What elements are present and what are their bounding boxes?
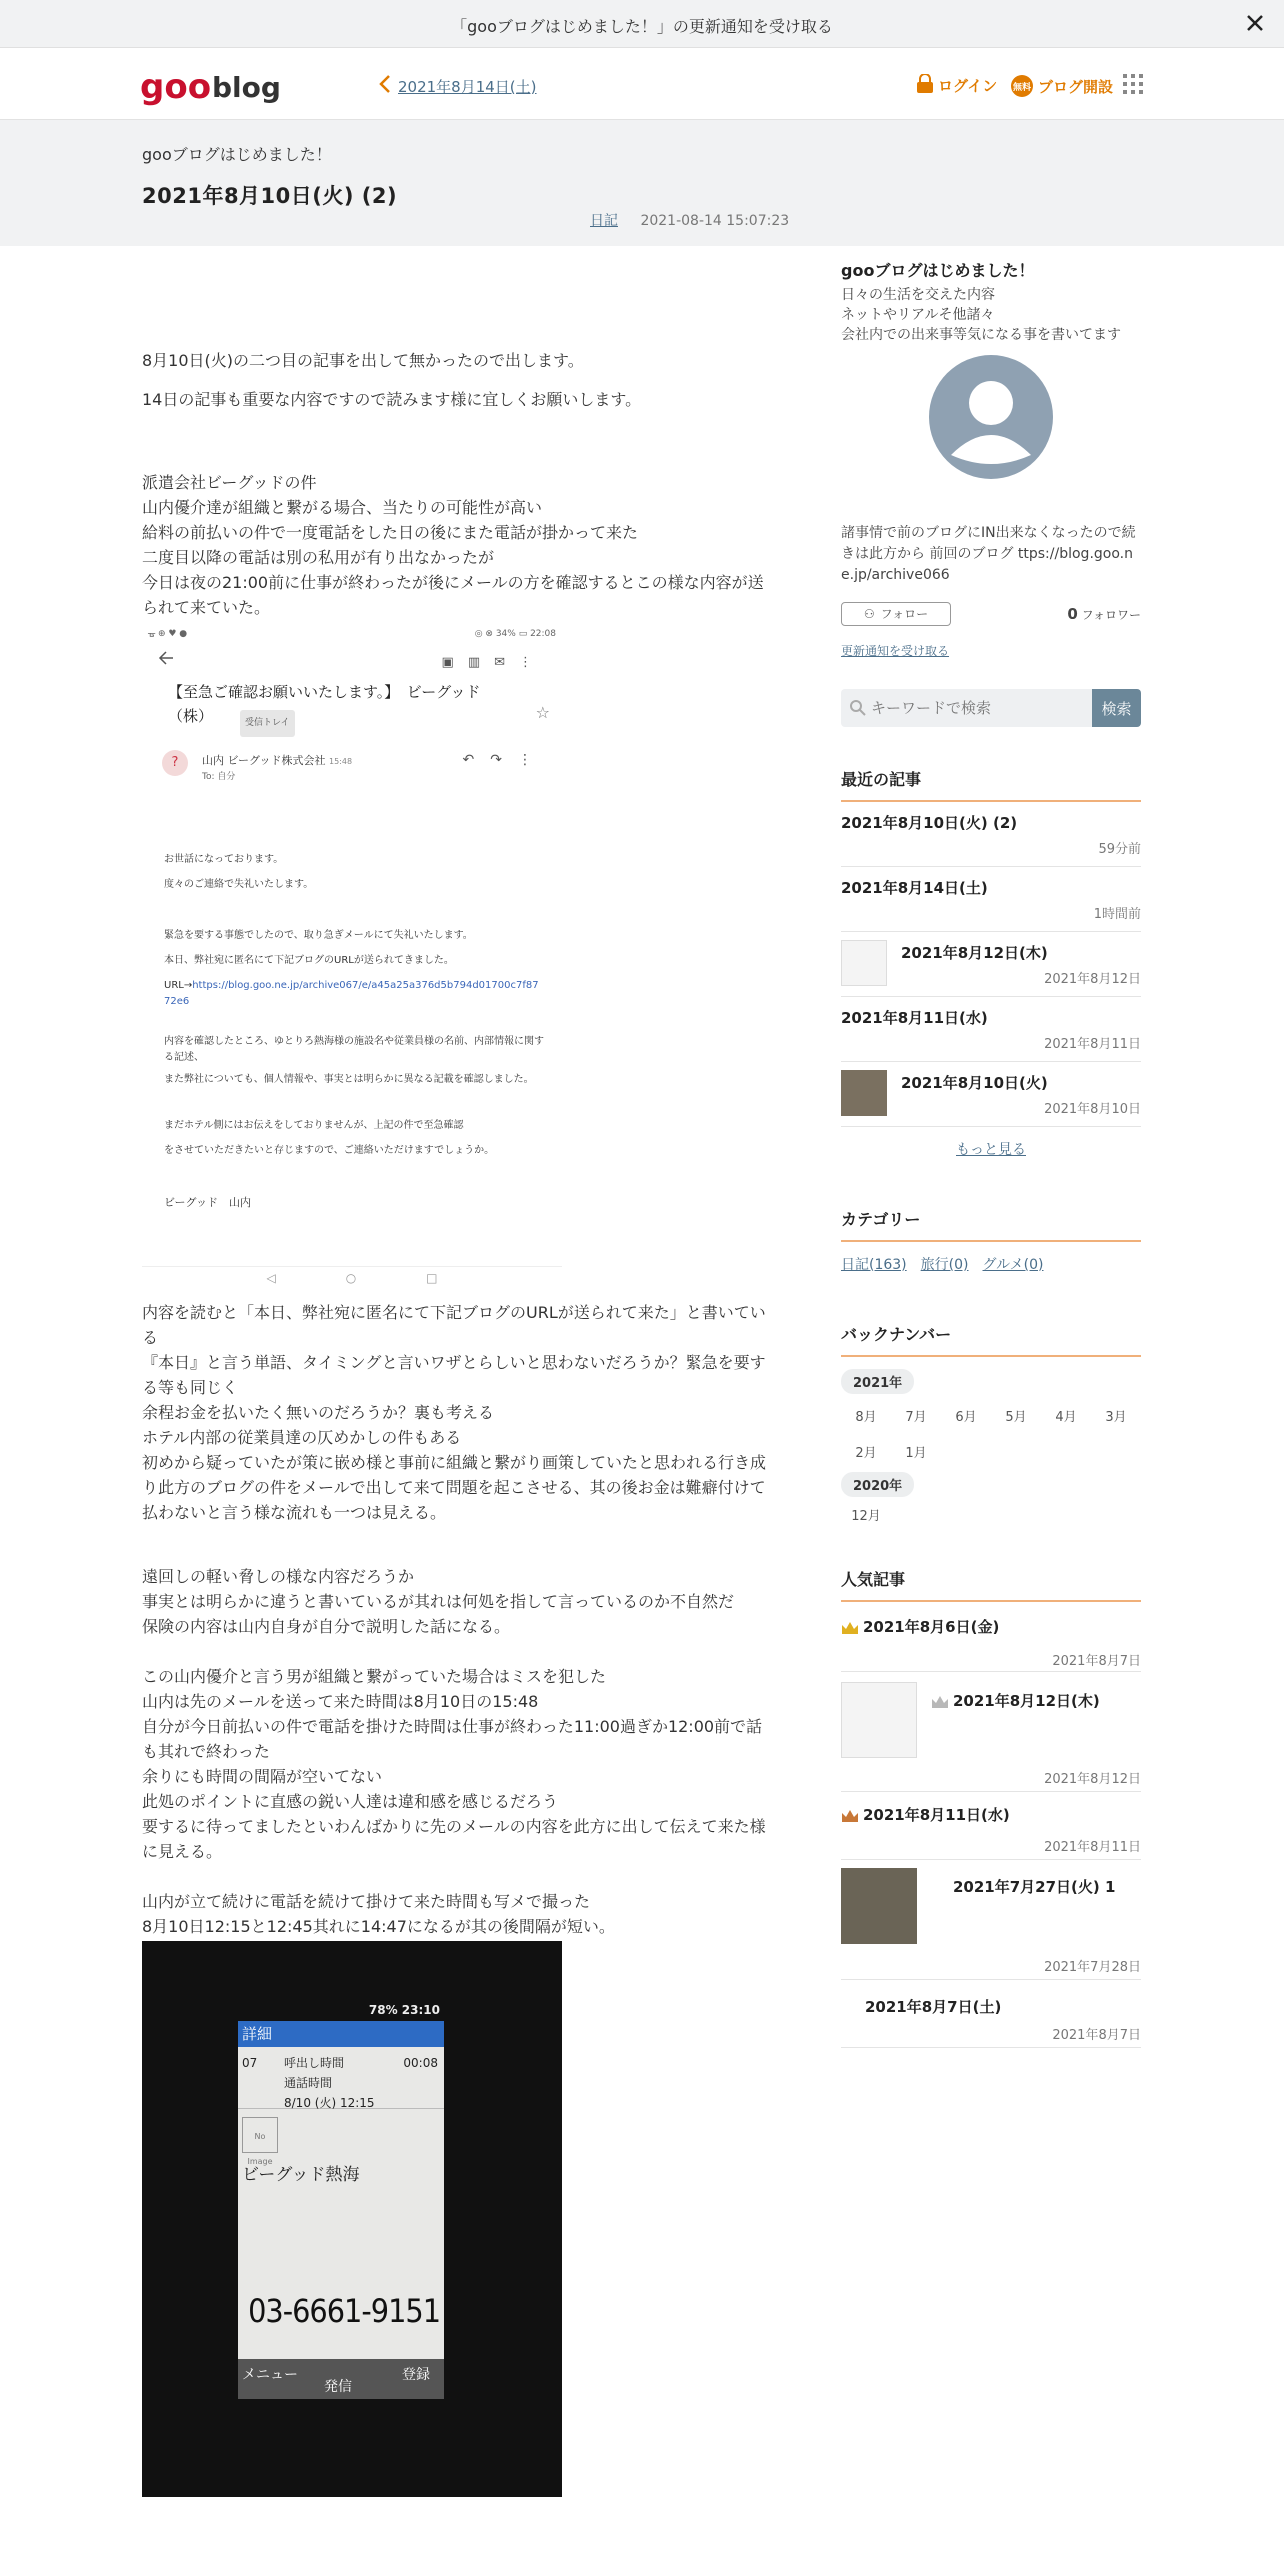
- search-input[interactable]: [841, 689, 1092, 727]
- paragraph: 派遣会社ビーグッドの件: [142, 473, 317, 492]
- post-thumbnail: [841, 1682, 917, 1758]
- more-posts-link[interactable]: もっと見る: [956, 1142, 1026, 1158]
- bronze-crown-icon: [841, 1809, 859, 1823]
- search-form: [841, 689, 1141, 727]
- email-toolbar-icons: ▣▥✉⋮: [441, 655, 546, 670]
- archive-heading: バックナンバー: [841, 1322, 1141, 1357]
- paragraph: 14日の記事も重要な内容ですので読みます様に宜しくお願いします。: [142, 390, 642, 409]
- phone-call-photo[interactable]: [142, 1941, 562, 2497]
- user-outline-icon: ⚇: [863, 607, 875, 621]
- login-button[interactable]: ログイン: [916, 74, 997, 96]
- paragraph: ホテル内部の従業員達の仄めかしの件もある: [142, 1428, 462, 1447]
- blog-description-extra: 諸事情で前のブログにIN出来なくなったので続きは此方から 前回のブログ ttps://blog.goo.ne.jp/archive066: [841, 525, 1136, 583]
- category-link[interactable]: 旅行(0): [920, 1257, 969, 1273]
- popular-posts-heading: 人気記事: [841, 1567, 1141, 1602]
- receive-updates-link[interactable]: 更新通知を受け取る: [841, 644, 950, 658]
- post-category-link[interactable]: 日記: [590, 213, 618, 229]
- call-entry: 07 呼出し時間 00:08 通話時間 8/10 (火) 12:15: [238, 2047, 444, 2109]
- sidebar-blog-title[interactable]: gooブログはじめました！: [841, 261, 1035, 280]
- phone-header: 詳細: [238, 2021, 444, 2047]
- recent-post-item[interactable]: 2021年8月12日(木) 2021年8月12日: [841, 932, 1141, 997]
- free-badge-icon: [1010, 74, 1034, 98]
- recent-post-item[interactable]: 2021年8月10日(火) 2021年8月10日: [841, 1062, 1141, 1127]
- archive-month-link[interactable]: 4月: [1055, 1410, 1077, 1425]
- svg-text:無料: 無料: [1012, 83, 1032, 93]
- archive-year[interactable]: 2020年: [841, 1472, 914, 1497]
- recipient: To: 自分: [202, 772, 236, 782]
- paragraph: 保険の内容は山内自身が自分で説明した話になる。: [142, 1617, 511, 1636]
- paragraph: 8月10日(火)の二つ目の記事を出して無かったので出します。: [142, 351, 584, 370]
- update-notice-link[interactable]: 「gooブログはじめました！」の更新通知を受け取る: [451, 17, 833, 36]
- archive-months: [841, 1442, 1141, 1464]
- previous-post-date: 2021年8月14日(土): [398, 78, 537, 96]
- paragraph: 余程お金を払いたく無いのだろうか？裏も考える: [142, 1403, 495, 1422]
- follower-count: 0 フォロワー: [1067, 605, 1141, 623]
- paragraph: 要するに待ってましたといわんばかりに先のメールの内容を此方に出して伝えて来た様に見える。: [142, 1817, 766, 1861]
- post-title: 2021年8月10日(火) (2): [142, 184, 398, 208]
- paragraph: 8月10日12:15と12:45其れに14:47になるが其の後間隔が短い。: [142, 1917, 615, 1936]
- archive-month-link[interactable]: 1月: [905, 1446, 927, 1461]
- phone-softkeys: メニュー 発信 登録: [238, 2359, 444, 2399]
- paragraph: 山内が立て続けに電話を続けて掛けて来た時間も写メで撮った: [142, 1892, 591, 1911]
- follow-row: [841, 602, 1141, 626]
- popular-post-item[interactable]: 2021年8月11日(水) 2021年8月11日: [841, 1792, 1141, 1860]
- email-subject: 【至急ご確認お願いいたします。】 ビーグッド（株）: [168, 683, 481, 725]
- status-bar: ᚗ ⊕ ♥ ● ◎ ⊗ 34% ▭ 22:08: [148, 629, 556, 639]
- previous-post-link[interactable]: [398, 76, 537, 97]
- search-button[interactable]: 検索: [1092, 689, 1141, 727]
- lock-icon: [916, 74, 934, 94]
- popular-post-item[interactable]: 2021年8月6日(金) 2021年8月7日: [841, 1602, 1141, 1672]
- archive-month-link[interactable]: 12月: [851, 1509, 881, 1524]
- popular-post-item[interactable]: 2021年8月12日(木) 2021年8月12日: [841, 1672, 1141, 1792]
- paragraph: 自分が今日前払いの件で電話を掛けた時間は仕事が終わった11:00過ぎか12:00前で話も其れで終わった: [142, 1717, 763, 1761]
- site-header: [0, 48, 1284, 120]
- notification-bar: [0, 0, 1284, 48]
- paragraph: 内容を読むと「本日、弊社宛に匿名にて下記ブログのURLが送られて来た」と書いている: [142, 1303, 766, 1347]
- user-icon: [929, 355, 1053, 479]
- paragraph: 山内は先のメールを送って来た時間は8月10日の15:48: [142, 1692, 539, 1711]
- archive-month-link[interactable]: 2月: [855, 1446, 877, 1461]
- category-link[interactable]: 日記(163): [841, 1257, 907, 1273]
- post-thumbnail: [841, 1868, 917, 1944]
- reply-icons: ↶↷⋮: [462, 752, 548, 768]
- paragraph: 余りにも時間の間隔が空いてない: [142, 1767, 383, 1786]
- search-icon: [849, 699, 867, 717]
- phone-status-bar: 78% 23:10: [238, 1999, 444, 2021]
- archive-months: [841, 1505, 1141, 1527]
- paragraph: 給料の前払いの件で一度電話をした日の後にまた電話が掛かって来た: [142, 523, 639, 542]
- sender-avatar: ?: [162, 750, 188, 776]
- archive-month-link[interactable]: 8月: [855, 1410, 877, 1425]
- paragraph: 『本日』と言う単語、タイミングと言いワザとらしいと思わないだろうか？緊急を要する等も同じく: [142, 1353, 766, 1397]
- sender-name: 山内 ビーグッド株式会社 15:48: [202, 754, 353, 767]
- close-icon[interactable]: [1240, 8, 1270, 38]
- paragraph: 二度目以降の電話は別の私用が有り出なかったが: [142, 548, 495, 567]
- post-thumbnail: [841, 940, 887, 986]
- email-url-link[interactable]: https://blog.goo.ne.jp/archive067/e/a45a25a376d5b794d01700c7f8772e6: [164, 980, 539, 1007]
- post-datetime: 2021-08-14 15:07:23: [640, 213, 790, 229]
- blog-name[interactable]: gooブログはじめました！: [142, 145, 332, 164]
- goo-blog-logo[interactable]: [140, 66, 300, 106]
- caller-name: ビーグッド熱海: [242, 2165, 360, 2185]
- follow-button[interactable]: ⚇ フォロー: [841, 602, 951, 626]
- category-link[interactable]: グルメ(0): [982, 1257, 1044, 1273]
- paragraph: 初めから疑っていたが策に嵌め様と事前に組織と繋がり画策していたと思われる行き成り此方のブログの件をメールで出して来て問題を起こさせる、其の後お金は難癖付けて払わないと言う様な流れも一つは見える。: [142, 1453, 767, 1522]
- post-meta: [590, 210, 789, 230]
- avatar: [929, 355, 1053, 479]
- paragraph: この山内優介と言う男が組織と繋がっていた場合はミスを犯した: [142, 1667, 607, 1686]
- blog-description: 日々の生活を交えた内容 ネットやリアルそ他諸々 会社内での出来事等気になる事を書いてます: [841, 287, 1121, 343]
- recent-post-item[interactable]: 2021年8月11日(水) 2021年8月11日: [841, 997, 1141, 1062]
- archive-months: [841, 1406, 1141, 1428]
- phone-screen: [238, 1999, 444, 2399]
- email-body: お世話になっております。 度々のご連絡で失礼いたします。 緊急を要する事態でしたので、取り急ぎメールにて失礼いたします。 本日、弊社宛に匿名にて下記ブログのURLが送られてきました。 URL→https://blog.goo.ne.jp/archive067/e/a45a25a376d5b794d01700c7f8772e6 内容を確認したところ、ゆとりろ熱海様の施設名や従業員様の名前、内部情報に関する記述、 また弊社についても、個人情報や、事実とは明らかに異なる記載を確認しました。 まだホテル側にはお伝えをしておりませんが、上記の件で至急確認 をさせていただきたいと存じますので、ご連絡いただけますでしょうか。 ビーグッド 山内: [164, 854, 544, 1209]
- inbox-label: 受信トレイ: [240, 710, 295, 737]
- paragraph: 遠回しの軽い脅しの様な内容だろうか: [142, 1567, 415, 1586]
- star-icon: ☆: [535, 703, 550, 722]
- chevron-left-icon: [378, 74, 392, 94]
- post-thumbnail: [841, 1070, 887, 1116]
- gold-crown-icon: [841, 1621, 859, 1635]
- archive-month-link[interactable]: 5月: [1005, 1410, 1027, 1425]
- paragraph: 此処のポイントに直感の鋭い人達は違和感を感じるだろう: [142, 1792, 559, 1811]
- blog-open-button[interactable]: 無料 ブログ開設: [1010, 74, 1113, 98]
- grid-icon[interactable]: [1122, 73, 1144, 95]
- recent-post-item[interactable]: 2021年8月14日(土) 1時間前: [841, 867, 1141, 932]
- popular-post-item[interactable]: 2021年7月27日(火) 1 2021年7月28日: [841, 1860, 1141, 1980]
- sidebar: [841, 246, 1141, 2048]
- android-nav-bar: ◁○□: [142, 1266, 562, 1288]
- post-header: [0, 120, 1284, 246]
- back-arrow-icon: [158, 650, 174, 666]
- category-heading: カテゴリー: [841, 1207, 1141, 1242]
- paragraph: 山内優介達が組織と繋がる場合、当たりの可能性が高い: [142, 498, 543, 517]
- archive-year[interactable]: 2021年: [841, 1369, 914, 1394]
- silver-crown-icon: [931, 1695, 949, 1709]
- archive-month-link[interactable]: 3月: [1105, 1410, 1127, 1425]
- archive-month-link[interactable]: 7月: [905, 1410, 927, 1425]
- svg-text:goo: goo: [140, 67, 212, 106]
- archive-month-link[interactable]: 6月: [955, 1410, 977, 1425]
- caller-number: 03-6661-9151: [248, 2292, 440, 2330]
- svg-text:blog: blog: [212, 71, 281, 104]
- email-screenshot[interactable]: [142, 620, 562, 1288]
- paragraph: 事実とは明らかに違うと書いているが其れは何処を指して言っているのか不自然だ: [142, 1592, 735, 1611]
- popular-post-item[interactable]: 2021年8月7日(土) 2021年8月7日: [841, 1980, 1141, 2048]
- no-image-placeholder: No Image: [242, 2117, 278, 2153]
- recent-posts-heading: 最近の記事: [841, 767, 1141, 802]
- paragraph: 今日は夜の21:00前に仕事が終わったが後にメールの方を確認するとこの様な内容が送られて来ていた。: [142, 573, 764, 617]
- article-body: [142, 348, 777, 2497]
- recent-post-item[interactable]: 2021年8月10日(火) (2) 59分前: [841, 802, 1141, 867]
- category-list: [841, 1254, 1141, 1274]
